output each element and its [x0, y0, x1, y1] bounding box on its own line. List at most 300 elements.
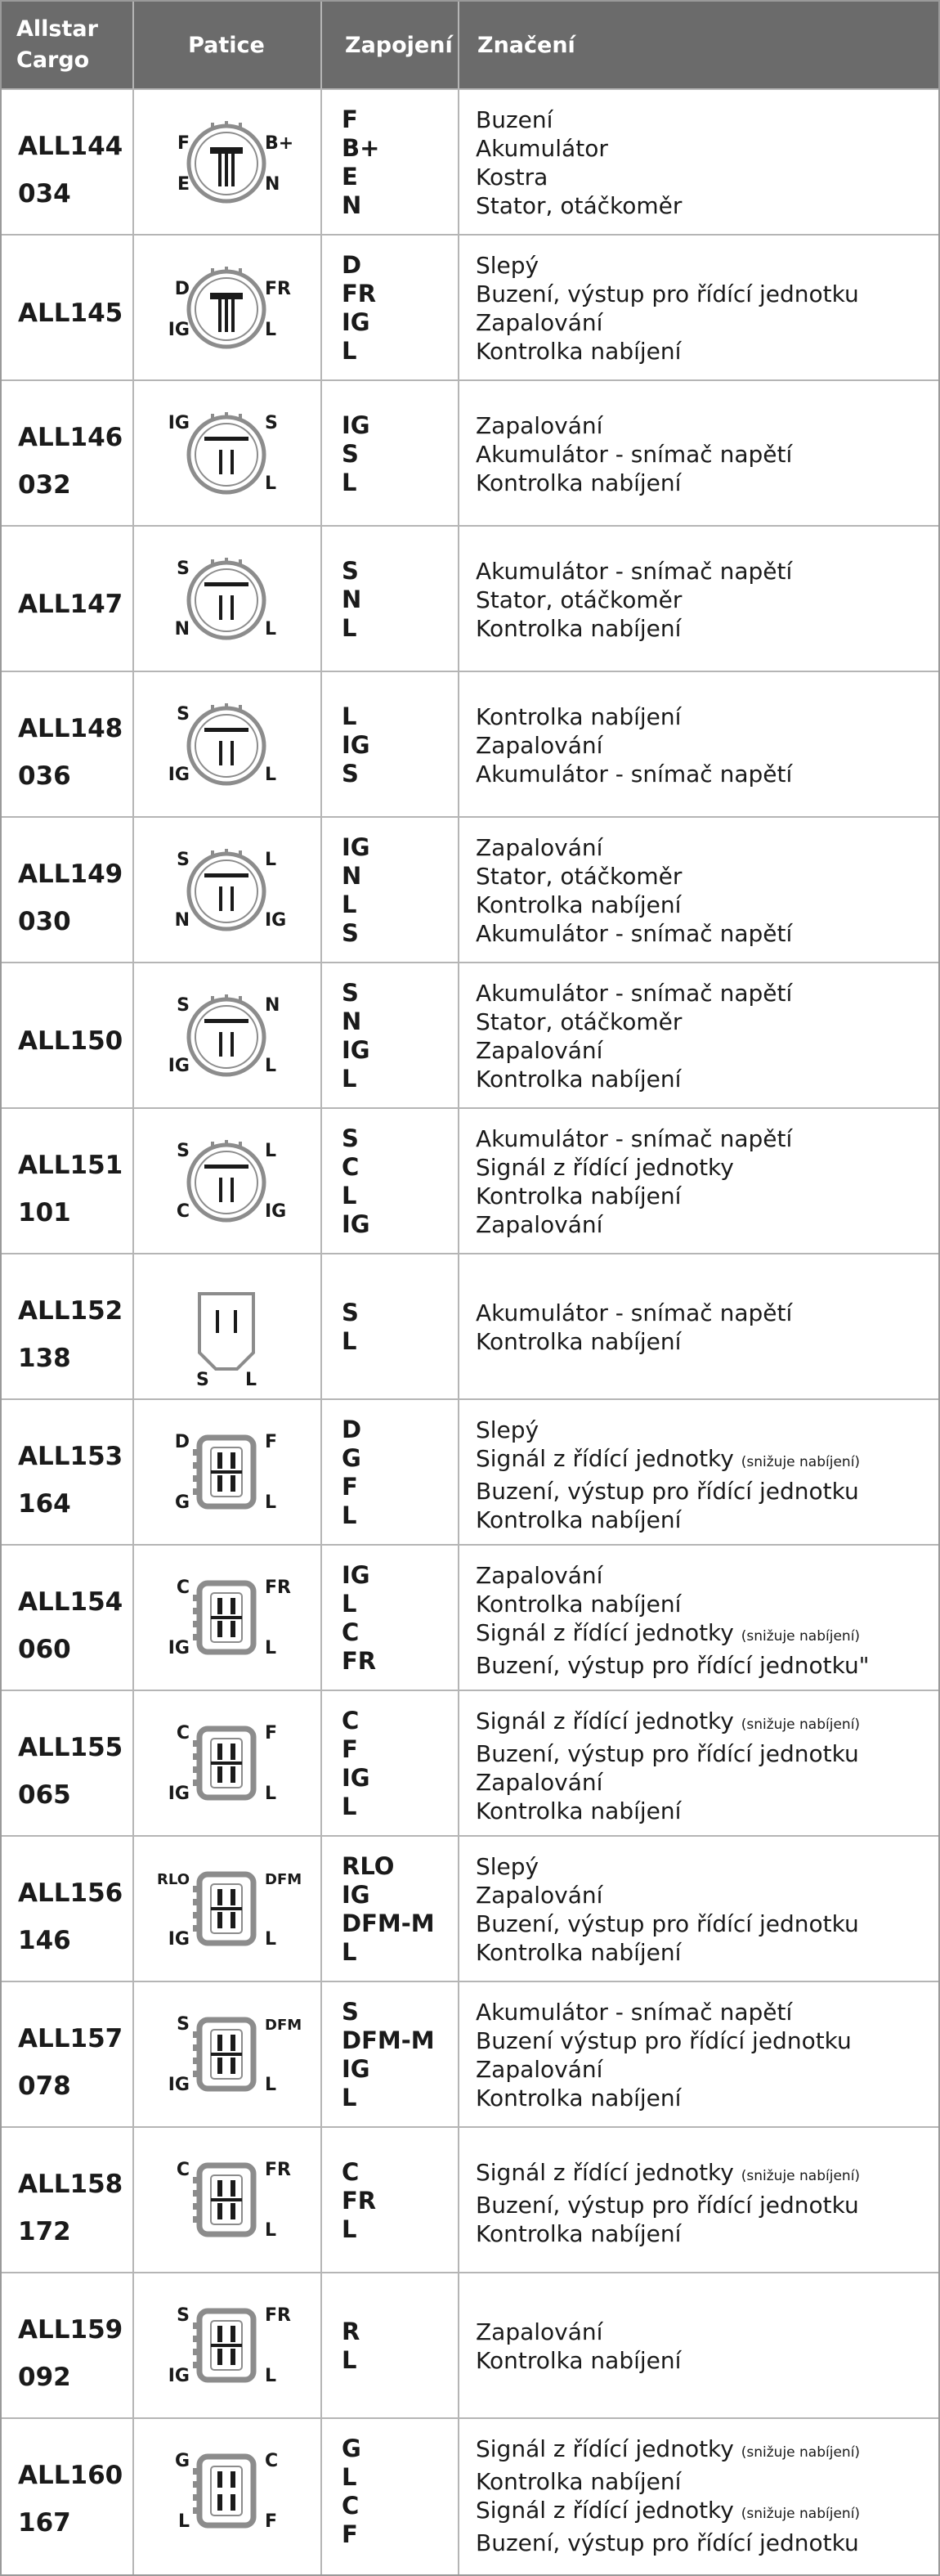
connector-icon — [141, 2273, 312, 2417]
part-subcode: 034 — [18, 179, 71, 209]
part-subcode: 078 — [18, 2071, 71, 2101]
table-row — [2, 1835, 938, 1981]
pin-description — [476, 163, 682, 191]
pin-description — [476, 1210, 792, 1239]
part-code: ALL144 — [18, 132, 123, 161]
header-col1-line1: Allstar — [16, 16, 98, 42]
pin-name: IG — [342, 1764, 370, 1792]
connector-pin-label: L — [265, 2220, 277, 2241]
pin-description — [476, 1327, 792, 1356]
description-text: Kontrolka nabíjení — [476, 2468, 682, 2495]
part-number — [18, 2161, 123, 2255]
connector-diagram — [141, 1546, 312, 1690]
pin-name: G — [342, 2435, 361, 2462]
connector-pin-label: G — [174, 1492, 190, 1513]
part-code: ALL154 — [18, 1587, 123, 1617]
pin-description — [476, 191, 682, 220]
connector-icon — [141, 90, 312, 234]
pin-description — [476, 2318, 681, 2346]
description-text: Stator, otáčkoměr — [476, 863, 683, 890]
description-text: Kontrolka nabíjení — [476, 2347, 682, 2374]
connector-pin-label: E — [177, 174, 190, 195]
part-subcode: 060 — [18, 1635, 71, 1664]
pin-list — [342, 105, 379, 220]
description-text: Akumulátor - snímač napětí — [476, 441, 793, 468]
pin-description — [476, 1124, 792, 1153]
connector-pin-label: IG — [168, 1929, 190, 1950]
part-code: ALL157 — [18, 2024, 123, 2053]
part-code: ALL145 — [18, 298, 123, 328]
description-text: Zapalování — [476, 1562, 603, 1589]
pin-description — [476, 2158, 860, 2191]
part-number — [18, 289, 123, 337]
connector-pin-label: L — [265, 2075, 277, 2095]
description-text: Buzení, výstup pro řídící jednotku — [476, 280, 859, 307]
pin-name: L — [342, 1793, 357, 1820]
pin-description — [476, 979, 792, 1008]
connector-pin-label: L — [265, 1141, 277, 1161]
pin-list — [342, 1852, 435, 1967]
connector-icon — [141, 963, 312, 1107]
part-subcode: 030 — [18, 907, 71, 936]
connector-pin-label: L — [265, 850, 277, 870]
part-code: ALL155 — [18, 1733, 123, 1762]
pin-description — [476, 1182, 792, 1210]
pin-description — [476, 2467, 860, 2496]
header-zapojeni: Zapojení — [345, 32, 453, 58]
pin-description — [476, 1036, 792, 1065]
description-text: Kontrolka nabíjení — [476, 469, 682, 496]
part-number — [18, 1724, 123, 1819]
description-text: Zapalování — [476, 1037, 603, 1064]
connector-diagram — [141, 2419, 312, 2563]
pin-descriptions — [476, 2158, 860, 2248]
pin-name: FR — [342, 280, 377, 307]
pin-description — [476, 1852, 859, 1881]
pin-name: DFM-M — [342, 1910, 435, 1937]
connector-pin-label: L — [265, 1492, 277, 1513]
description-text: Buzení, výstup pro řídící jednotku — [476, 1478, 859, 1505]
pin-description — [476, 557, 792, 586]
pin-name: L — [342, 1590, 357, 1618]
column-divider — [320, 2, 322, 2574]
connector-pin-label: F — [265, 2511, 278, 2532]
description-text: Buzení, výstup pro řídící jednotku — [476, 2529, 859, 2556]
column-divider — [132, 2, 134, 2574]
description-text: Buzení, výstup pro řídící jednotku" — [476, 1652, 870, 1679]
pin-name: S — [342, 1124, 359, 1152]
pin-descriptions — [476, 702, 792, 788]
pin-name: IG — [342, 1210, 370, 1238]
pin-description — [476, 1768, 860, 1797]
pin-descriptions — [476, 1707, 860, 1825]
connector-pin-label: L — [245, 1370, 257, 1390]
table-row — [2, 1253, 938, 1398]
pin-description — [476, 1590, 870, 1618]
pin-description — [476, 251, 859, 280]
connector-icon — [141, 2128, 312, 2272]
table-row — [2, 1544, 938, 1690]
connector-pin-label: IG — [168, 1784, 190, 1804]
description-text: Akumulátor - snímač napětí — [476, 558, 793, 585]
description-text: Akumulátor - snímač napětí — [476, 761, 793, 788]
pin-description — [476, 891, 792, 919]
part-code: ALL152 — [18, 1296, 123, 1326]
connector-pin-label: D — [174, 279, 190, 299]
description-text: Akumulátor — [476, 135, 608, 162]
pin-name: F — [342, 1735, 358, 1763]
pin-list — [342, 411, 370, 497]
description-text: Kontrolka nabíjení — [476, 891, 682, 918]
description-text: Akumulátor - snímač napětí — [476, 980, 793, 1007]
pin-name: L — [342, 614, 357, 642]
part-subcode: 172 — [18, 2217, 71, 2246]
connector-diagram — [141, 818, 312, 962]
connector-diagram — [141, 1982, 312, 2126]
connector-pin-label: F — [265, 1723, 278, 1744]
table-row — [2, 671, 938, 816]
connector-pin-label: IG — [168, 413, 190, 433]
connector-pin-label: G — [174, 2451, 190, 2471]
pin-name: RLO — [342, 1852, 395, 1880]
pin-description — [476, 1477, 860, 1506]
connector-pin-label: IG — [168, 1056, 190, 1076]
description-note: (snižuje nabíjení) — [741, 1454, 861, 1470]
connector-pin-label: S — [196, 1370, 209, 1390]
connector-icon — [141, 818, 312, 962]
pin-description — [476, 440, 792, 469]
connector-pin-label: F — [177, 133, 190, 154]
pin-list — [342, 251, 376, 366]
connector-pin-label: N — [265, 174, 280, 195]
description-text: Signál z řídící jednotky — [476, 1445, 734, 1472]
connector-pin-label: IG — [265, 1201, 287, 1222]
part-number — [18, 123, 123, 218]
description-text: Akumulátor - snímač napětí — [476, 1999, 793, 2026]
connector-pin-label: S — [177, 1141, 190, 1161]
pin-name: L — [342, 1938, 357, 1966]
part-subcode: 167 — [18, 2508, 71, 2538]
pin-list — [342, 1416, 361, 1530]
pin-description — [476, 469, 792, 497]
table-row — [2, 1107, 938, 1253]
description-text: Signál z řídící jednotky — [476, 1708, 734, 1735]
connector-icon — [141, 1254, 312, 1398]
table-row — [2, 816, 938, 962]
description-text: Signál z řídící jednotky — [476, 2159, 734, 2186]
pin-name: L — [342, 1065, 357, 1093]
description-note: (snižuje nabíjení) — [741, 2168, 861, 2184]
connector-diagram — [141, 963, 312, 1107]
part-code: ALL150 — [18, 1026, 123, 1056]
pin-description — [476, 1618, 870, 1651]
pin-list — [342, 557, 361, 643]
description-text: Stator, otáčkoměr — [476, 192, 683, 219]
connector-pin-label: S — [177, 850, 190, 870]
description-text: Akumulátor - snímač napětí — [476, 920, 793, 947]
pin-description — [476, 2026, 852, 2055]
pin-descriptions — [476, 833, 792, 948]
description-note: (snižuje nabíjení) — [741, 1628, 861, 1645]
pin-descriptions — [476, 557, 792, 643]
pin-description — [476, 280, 859, 308]
pin-list — [342, 1707, 370, 1821]
connector-icon — [141, 527, 312, 671]
pin-name: C — [342, 2158, 360, 2186]
pin-list — [342, 2158, 376, 2244]
connector-icon — [141, 1546, 312, 1690]
connector-icon — [141, 1109, 312, 1253]
connector-icon — [141, 2419, 312, 2563]
description-text: Zapalování — [476, 1882, 603, 1909]
pin-description — [476, 1998, 852, 2026]
pin-description — [476, 1506, 860, 1534]
pin-description — [476, 308, 859, 337]
table-row — [2, 1981, 938, 2126]
connector-pin-label: C — [265, 2451, 279, 2471]
pin-description — [476, 1707, 860, 1739]
pin-description — [476, 1938, 859, 1967]
pin-description — [476, 833, 792, 862]
description-text: Akumulátor - snímač napětí — [476, 1299, 793, 1326]
pin-descriptions — [476, 1416, 860, 1534]
connector-icon — [141, 672, 312, 816]
header-patice: Patice — [188, 32, 265, 58]
part-number — [18, 2452, 123, 2547]
description-text: Zapalování — [476, 309, 603, 336]
pin-description — [476, 1797, 860, 1825]
pin-name: N — [342, 1008, 362, 1035]
pin-descriptions — [476, 2435, 860, 2557]
table-row — [2, 525, 938, 671]
description-text: Kontrolka nabíjení — [476, 1506, 682, 1533]
pin-name: F — [342, 105, 358, 133]
part-subcode: 065 — [18, 1780, 71, 1810]
description-text: Kontrolka nabíjení — [476, 2220, 682, 2247]
table-row — [2, 2126, 938, 2272]
connector-pin-label: IG — [168, 2366, 190, 2386]
pin-description — [476, 337, 859, 366]
pin-description — [476, 2435, 860, 2467]
pin-description — [476, 1153, 792, 1182]
table-header — [2, 2, 938, 88]
description-text: Akumulátor - snímač napětí — [476, 1125, 793, 1152]
pin-name: D — [342, 251, 362, 279]
connector-icon — [141, 1837, 312, 1981]
connector-pin-label: FR — [265, 279, 291, 299]
table-row — [2, 2417, 938, 2563]
connector-pin-label: F — [265, 1432, 278, 1452]
pin-name: C — [342, 2492, 360, 2520]
pin-description — [476, 1299, 792, 1327]
pin-name: DFM-M — [342, 2026, 435, 2054]
description-text: Kontrolka nabíjení — [476, 1939, 682, 1966]
pin-name: IG — [342, 411, 370, 439]
part-subcode: 032 — [18, 470, 71, 500]
pin-name: S — [342, 919, 359, 947]
connector-pin-label: S — [177, 2305, 190, 2326]
part-subcode: 138 — [18, 1344, 71, 1373]
pin-name: L — [342, 2346, 357, 2374]
pin-description — [476, 614, 792, 643]
pin-name: IG — [342, 833, 370, 861]
description-text: Signál z řídící jednotky — [476, 1154, 734, 1181]
part-number — [18, 850, 123, 945]
description-text: Kostra — [476, 164, 548, 191]
part-number — [18, 1142, 123, 1236]
pin-name: F — [342, 1473, 358, 1501]
pin-description — [476, 2529, 860, 2557]
connector-pin-label: IG — [168, 2075, 190, 2095]
description-text: Signál z řídící jednotky — [476, 2497, 734, 2524]
pin-name: S — [342, 557, 359, 585]
description-text: Zapalování — [476, 2056, 603, 2083]
description-text: Slepý — [476, 252, 539, 279]
pin-descriptions — [476, 411, 792, 497]
connector-pin-label: S — [177, 995, 190, 1016]
part-number — [18, 414, 123, 509]
connector-icon — [141, 1691, 312, 1835]
description-text: Slepý — [476, 1416, 539, 1443]
header-allstar-cargo — [2, 2, 132, 88]
table-row — [2, 2272, 938, 2417]
pin-name: C — [342, 1153, 360, 1181]
pin-name: E — [342, 163, 358, 191]
pin-description — [476, 919, 792, 948]
pin-list — [342, 1561, 376, 1676]
connector-pin-label: FR — [265, 2160, 291, 2180]
pin-description — [476, 2496, 860, 2529]
connector-pin-label: L — [265, 1929, 277, 1950]
pin-description — [476, 1881, 859, 1910]
pin-list — [342, 2435, 361, 2549]
table-row — [2, 234, 938, 379]
pin-list — [342, 979, 370, 1093]
part-number — [18, 581, 123, 628]
connector-pin-label: IG — [168, 765, 190, 785]
pin-descriptions — [476, 2318, 681, 2375]
connector-diagram — [141, 1254, 312, 1398]
pin-name: FR — [342, 2187, 377, 2215]
pin-description — [476, 731, 792, 760]
pin-name: B+ — [342, 134, 380, 162]
connector-pin-label: N — [174, 619, 190, 640]
connector-pin-label: S — [265, 413, 278, 433]
connector-pin-label: IG — [168, 320, 190, 340]
pin-description — [476, 760, 792, 788]
pin-descriptions — [476, 1299, 792, 1356]
connector-diagram — [141, 236, 312, 379]
connector-diagram — [141, 1400, 312, 1544]
connector-diagram — [141, 381, 312, 525]
pin-name: L — [342, 1501, 357, 1529]
pin-name: S — [342, 1299, 359, 1326]
pin-name: D — [342, 1416, 362, 1443]
pin-description — [476, 1739, 860, 1768]
connector-pin-label: L — [265, 320, 277, 340]
connector-pin-label: L — [265, 765, 277, 785]
description-text: Zapalování — [476, 2318, 603, 2345]
part-subcode: 164 — [18, 1489, 71, 1519]
description-text: Signál z řídící jednotky — [476, 1619, 734, 1646]
part-subcode: 092 — [18, 2363, 71, 2392]
connector-diagram — [141, 672, 312, 816]
connector-diagram — [141, 1691, 312, 1835]
pin-name: R — [342, 2318, 360, 2345]
connector-icon — [141, 381, 312, 525]
pin-list — [342, 2318, 360, 2375]
pin-name: L — [342, 891, 357, 918]
description-text: Kontrolka nabíjení — [476, 1183, 682, 1209]
description-text: Stator, otáčkoměr — [476, 1008, 683, 1035]
column-divider — [458, 2, 459, 2574]
pin-list — [342, 1124, 370, 1239]
pin-descriptions — [476, 979, 792, 1093]
pin-description — [476, 1651, 870, 1680]
part-number — [18, 2015, 123, 2110]
table-row — [2, 379, 938, 525]
part-subcode: 146 — [18, 1926, 71, 1955]
connector-pin-label: S — [177, 704, 190, 725]
description-text: Kontrolka nabíjení — [476, 338, 682, 365]
part-code: ALL156 — [18, 1878, 123, 1908]
pin-descriptions — [476, 1852, 859, 1967]
part-code: ALL159 — [18, 2315, 123, 2345]
connector-pin-label: C — [176, 1577, 190, 1598]
connector-pin-label: L — [177, 2511, 190, 2532]
part-number — [18, 1287, 123, 1382]
connector-icon — [141, 1982, 312, 2126]
description-text: Kontrolka nabíjení — [476, 2085, 682, 2112]
connector-pin-label: N — [265, 995, 280, 1016]
header-znaceni: Značení — [477, 32, 575, 58]
pin-description — [476, 105, 682, 134]
pin-name: L — [342, 469, 357, 496]
pin-description — [476, 1008, 792, 1036]
connector-pin-label: C — [176, 1201, 190, 1222]
pin-name: IG — [342, 2055, 370, 2083]
pin-description — [476, 702, 792, 731]
pin-description — [476, 2055, 852, 2084]
connector-pin-label: L — [265, 1056, 277, 1076]
pin-name: L — [342, 337, 357, 365]
connector-pin-label: DFM — [265, 2017, 302, 2034]
connector-pin-label: B+ — [265, 133, 294, 154]
pin-list — [342, 1299, 359, 1356]
description-text: Kontrolka nabíjení — [476, 1591, 682, 1618]
part-code: ALL160 — [18, 2461, 123, 2490]
pin-description — [476, 411, 792, 440]
pin-description — [476, 586, 792, 614]
description-note: (snižuje nabíjení) — [741, 2506, 861, 2522]
connector-diagram — [141, 90, 312, 234]
connector-pin-label: S — [177, 559, 190, 579]
pin-name: S — [342, 979, 359, 1007]
connector-pin-label: RLO — [157, 1871, 190, 1888]
description-text: Stator, otáčkoměr — [476, 586, 683, 613]
pin-name: C — [342, 1618, 360, 1646]
pin-description — [476, 1065, 792, 1093]
part-code: ALL153 — [18, 1442, 123, 1471]
pin-list — [342, 702, 370, 788]
pin-name: S — [342, 760, 359, 788]
pin-description — [476, 2346, 681, 2375]
description-text: Kontrolka nabíjení — [476, 615, 682, 642]
pin-descriptions — [476, 251, 859, 366]
pin-description — [476, 1561, 870, 1590]
description-text: Zapalování — [476, 1211, 603, 1238]
description-text: Zapalování — [476, 412, 603, 439]
